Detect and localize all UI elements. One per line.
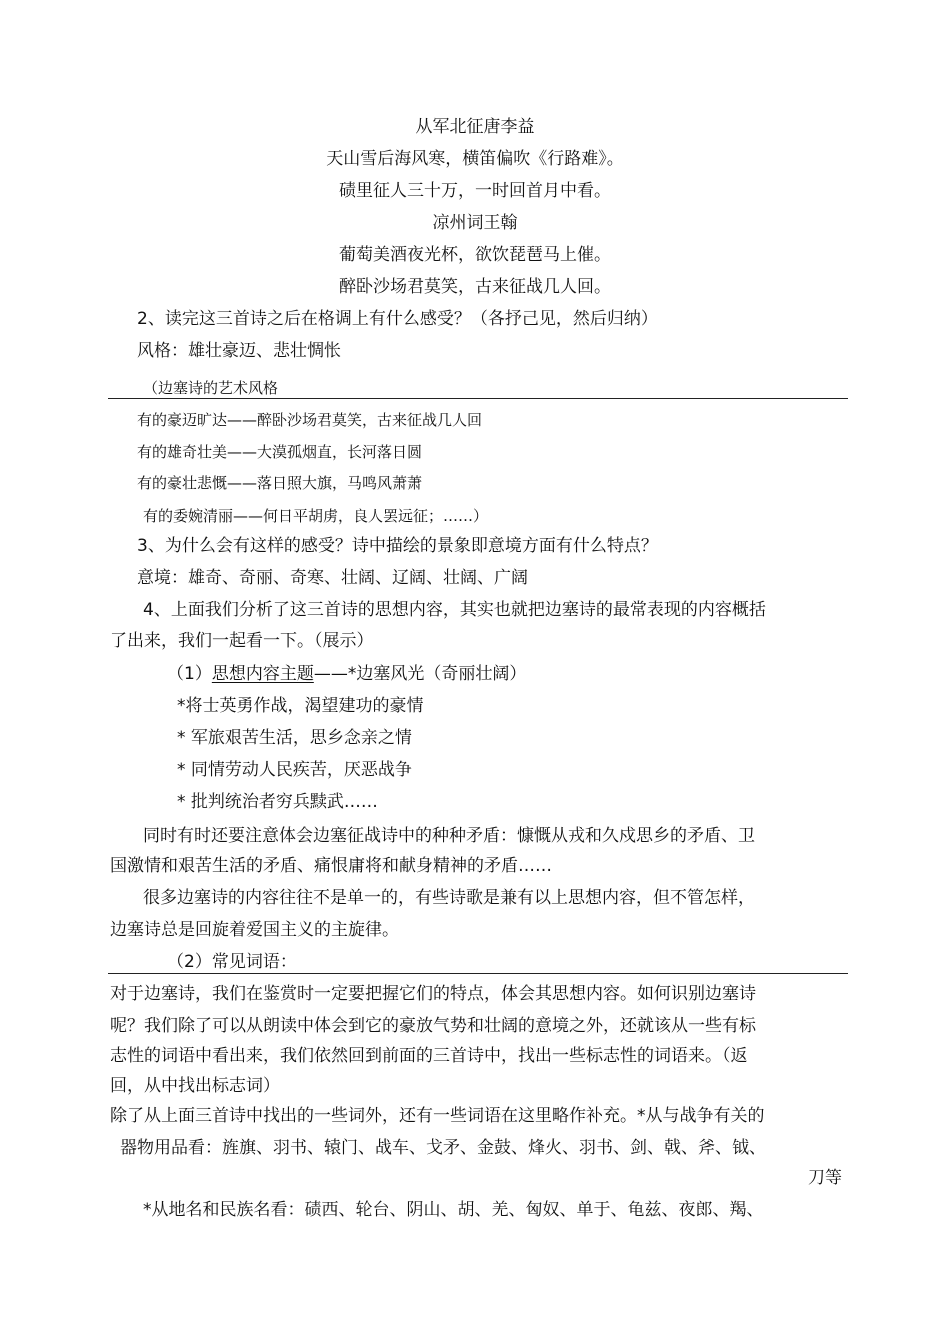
theme-item: * 军旅艰苦生活，思乡念亲之情 [177,728,412,748]
art-style-item: 有的豪迈旷达——醉卧沙场君莫笑，古来征战几人回 [137,411,483,429]
patriotism-para-cont: 边塞诗总是回旋着爱国主义的主旋律。 [110,920,399,940]
style-answer: 风格：雄壮豪迈、悲壮惆怅 [137,341,341,361]
poem-title-2: 凉州词王翰 [432,213,518,233]
theme-item: * 批判统治者穷兵黩武…… [177,792,378,812]
themes-label: 思想内容主题 [211,664,314,684]
art-style-item: 有的豪壮悲慨——落日照大旗，马鸣风萧萧 [137,474,423,492]
art-style-heading: （边塞诗的艺术风格 [143,379,279,397]
supplement-para: 器物用品看：旌旗、羽书、辕门、战车、戈矛、金鼓、烽火、羽书、剑、戟、斧、钺、 [120,1138,766,1158]
question-3: 3、为什么会有这样的感受？诗中描绘的景象即意境方面有什么特点？ [137,536,658,556]
theme-item: * 同情劳动人民疾苦，厌恶战争 [177,760,412,780]
themes-first: ——*边塞风光（奇丽壮阔） [313,664,527,684]
themes-prefix: （1） [167,664,212,684]
poem-title-1: 从军北征唐李益 [415,117,535,137]
divider [108,398,848,399]
theme-item: *将士英勇作战，渴望建功的豪情 [177,696,424,716]
question-2: 2、读完这三首诗之后在格调上有什么感受？（各抒己见，然后归纳） [137,309,658,329]
contradiction-para-cont: 国激情和艰苦生活的矛盾、痛恨庸将和献身精神的矛盾…… [110,856,552,876]
contradiction-para: 同时有时还要注意体会边塞征战诗中的种种矛盾：慷慨从戎和久戍思乡的矛盾、卫 [143,826,755,846]
poem-line: 碛里征人三十万，一时回首月中看。 [339,181,611,201]
supplement-para: 刀等 [808,1168,842,1188]
poem-line: 葡萄美酒夜光杯，欲饮琵琶马上催。 [339,245,611,265]
question-4: 4、上面我们分析了这三首诗的思想内容，其实也就把边塞诗的最常表现的内容概括 [143,600,766,620]
question-4-cont: 了出来，我们一起看一下。（展示） [110,631,374,651]
mood-answer: 意境：雄奇、奇丽、奇寒、壮阔、辽阔、壮阔、广阔 [137,568,528,588]
themes-heading [167,663,526,685]
identify-para: 呢？我们除了可以从朗读中体会到它的豪放气势和壮阔的意境之外，还就该从一些有标 [110,1016,756,1036]
identify-para: 志性的词语中看出来，我们依然回到前面的三首诗中，找出一些标志性的词语来。（返 [110,1046,748,1066]
divider [108,973,848,974]
art-style-item: 有的委婉清丽——何日平胡虏，良人罢远征；……） [143,507,489,525]
poem-line: 天山雪后海风寒，横笛偏吹《行路难》。 [326,149,624,169]
identify-para: 对于边塞诗，我们在鉴赏时一定要把握它们的特点，体会其思想内容。如何识别边塞诗 [110,984,756,1004]
supplement-para: 除了从上面三首诗中找出的一些词外，还有一些词语在这里略作补充。*从与战争有关的 [110,1106,765,1126]
identify-para: 回，从中找出标志词） [110,1076,280,1096]
words-heading: （2）常见词语： [167,952,297,972]
poem-line: 醉卧沙场君莫笑，古来征战几人回。 [339,277,611,297]
places-para: *从地名和民族名看：碛西、轮台、阴山、胡、羌、匈奴、单于、龟兹、夜郎、羯、 [143,1200,764,1220]
patriotism-para: 很多边塞诗的内容往往不是单一的，有些诗歌是兼有以上思想内容，但不管怎样， [143,888,755,908]
art-style-item: 有的雄奇壮美——大漠孤烟直，长河落日圆 [137,443,423,461]
